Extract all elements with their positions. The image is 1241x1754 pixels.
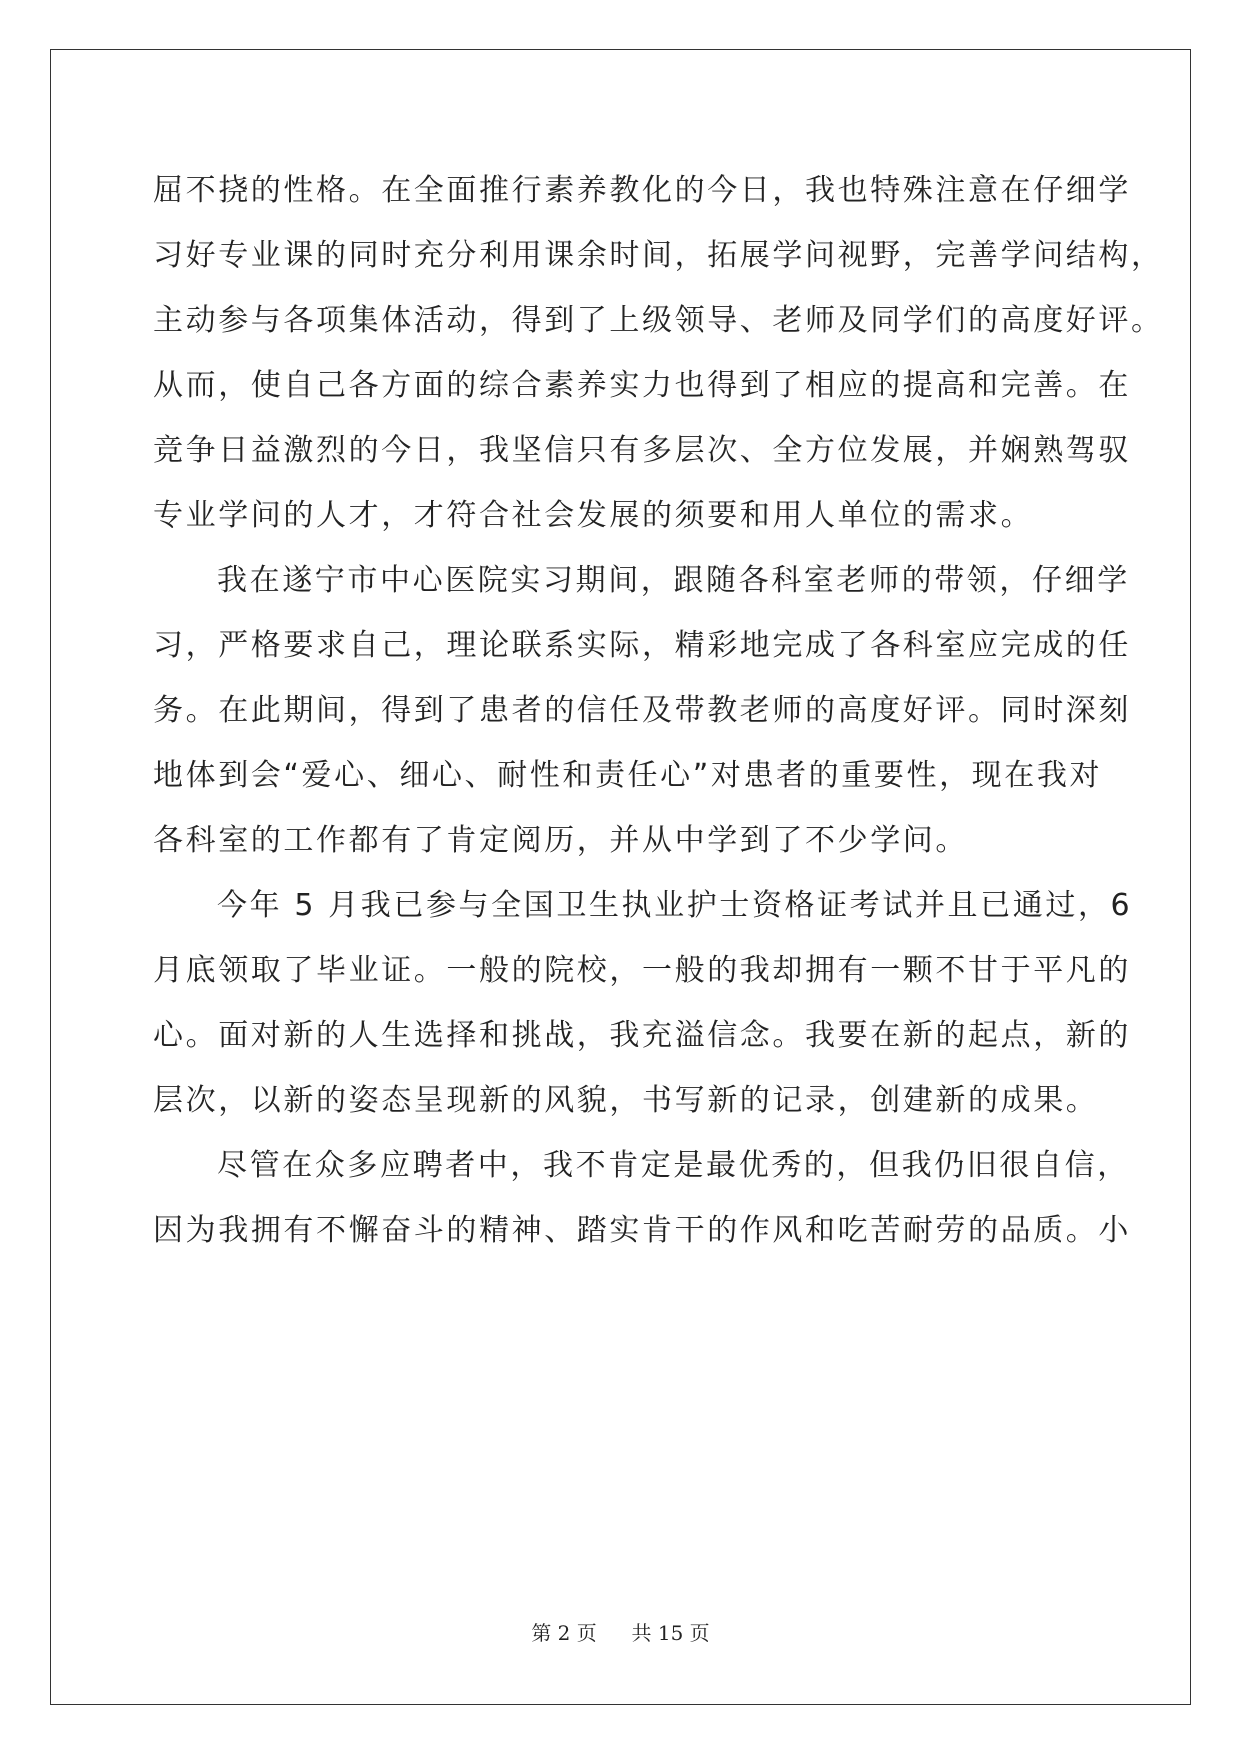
text-line: 各科室的工作都有了肯定阅历，并从中学到了不少学问。 [153,823,968,858]
paragraph-start-line: 尽管在众多应聘者中，我不肯定是最优秀的，但我仍旧很自信， [217,1148,1130,1183]
text-line: 习，严格要求自己，理论联系实际，精彩地完成了各科室应完成的任 [153,628,1131,663]
text-line: 地体到会“爱心、细心、耐性和责任心”对患者的重要性，现在我对 [153,758,1103,793]
text-line: 层次，以新的姿态呈现新的风貌，书写新的记录，创建新的成果。 [153,1083,1099,1118]
text-line: 从而，使自己各方面的综合素养实力也得到了相应的提高和完善。在 [153,368,1131,403]
document-body [153,158,1164,1263]
text-line: 竞争日益激烈的今日，我坚信只有多层次、全方位发展，并娴熟驾驭 [153,433,1131,468]
text-line: 月底领取了毕业证。一般的院校，一般的我却拥有一颗不甘于平凡的 [153,953,1131,988]
page-footer [0,1617,1241,1646]
paragraph-start-line: 我在遂宁市中心医院实习期间，跟随各科室老师的带领，仔细学 [217,563,1130,598]
text-line: 专业学问的人才，才符合社会发展的须要和用人单位的需求。 [153,498,1034,533]
text-line: 习好专业课的同时充分利用课余时间，拓展学问视野，完善学问结构， [153,238,1164,273]
text-line: 务。在此期间，得到了患者的信任及带教老师的高度好评。同时深刻 [153,693,1131,728]
page-total: 共 15 页 [631,1621,710,1645]
paragraph-start-line: 今年 5 月我已参与全国卫生执业护士资格证考试并且已通过，6 [217,888,1133,923]
text-line: 因为我拥有不懈奋斗的精神、踏实肯干的作风和吃苦耐劳的品质。小 [153,1213,1131,1248]
text-line: 主动参与各项集体活动，得到了上级领导、老师及同学们的高度好评。 [153,303,1164,338]
text-line: 屈不挠的性格。在全面推行素养教化的今日，我也特殊注意在仔细学 [153,173,1131,208]
page-number: 第 2 页 [531,1621,597,1645]
text-line: 心。面对新的人生选择和挑战，我充溢信念。我要在新的起点，新的 [153,1018,1131,1053]
